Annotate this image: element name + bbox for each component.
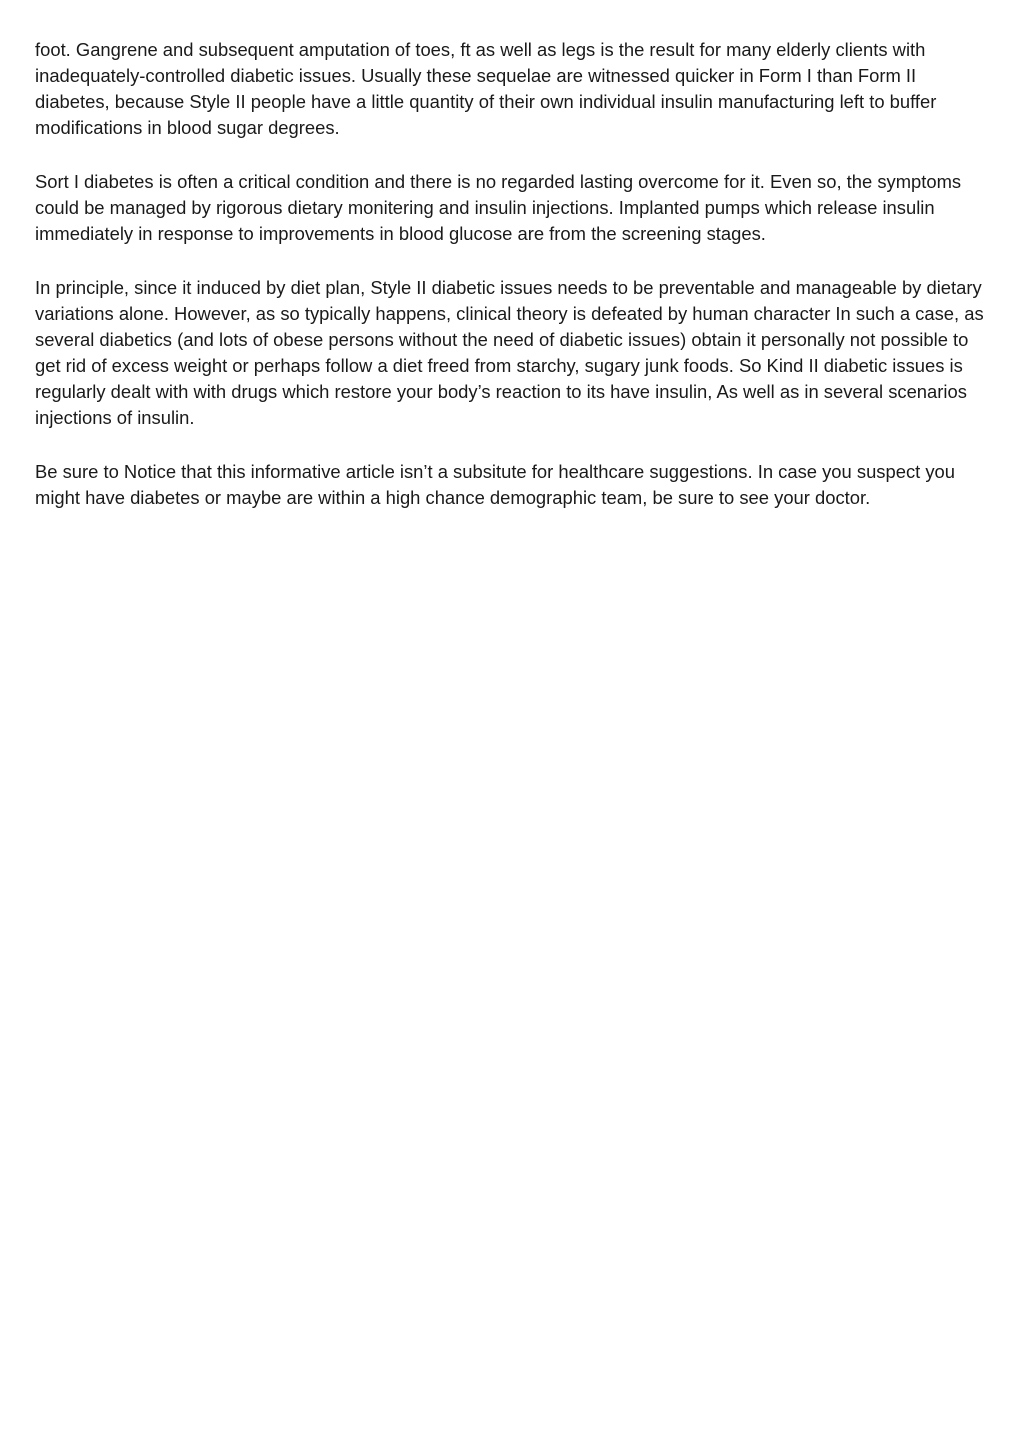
paragraph-type-two: In principle, since it induced by diet plan, Style II diabetic issues needs to be preventable and manageable by dietary variations alone. However, as so typically happens, clinical theory is defeated by human character In such a case, as several diabetics (and lots of obese persons without the need of diabetic issues) obtain it personally not possible to get rid of excess weight or perhaps follow a diet freed from starchy, sugary junk foods. So Kind II diabetic issues is regularly dealt with with drugs which restore your body’s reaction to its have insulin, As well as in several scenarios injections of insulin. <box>35 277 984 428</box>
paragraph-gangrene: foot. Gangrene and subsequent amputation of toes, ft as well as legs is the result for many elderly clients with inadequately-controlled diabetic issues. Usually these sequelae are witnessed quicker in Form I than Form II diabetes, because Style II people have a little quantity of their own individual insulin manufacturing left to buffer modifications in blood sugar degrees. <box>35 39 937 138</box>
paragraph-type-one: Sort I diabetes is often a critical condition and there is no regarded lasting overcome for it. Even so, the symptoms could be managed by rigorous dietary monitering and insulin injections. Implanted pumps which release insulin immediately in response to improvements in blood glucose are from the screening stages. <box>35 171 962 244</box>
paragraph-disclaimer: Be sure to Notice that this informative article isn’t a subsitute for healthcare suggestions. In case you suspect you might have diabetes or maybe are within a high chance demographic team, be sure to see your doctor. <box>35 461 956 508</box>
document-body <box>35 37 995 539</box>
